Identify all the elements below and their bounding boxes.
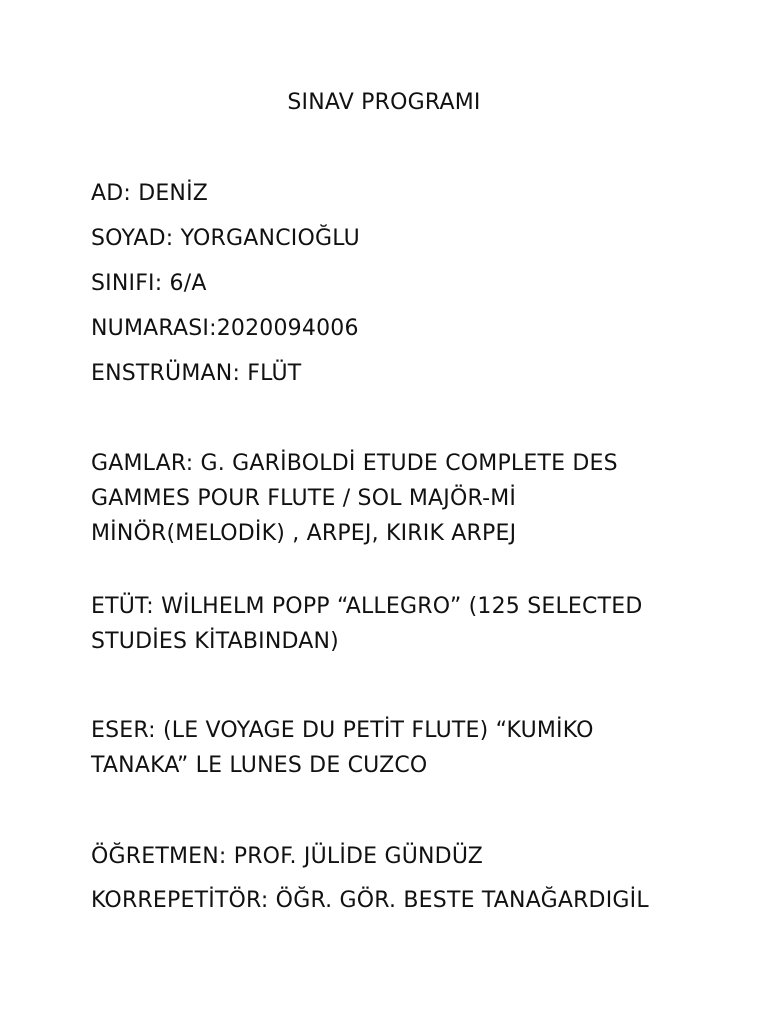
student-class: SINIFI: 6/A — [91, 271, 207, 296]
scales-line: MİNÖR(MELODİK) , ARPEJ, KIRIK ARPEJ — [91, 521, 517, 546]
etude-line: STUDİES KİTABINDAN) — [91, 629, 339, 654]
student-name: AD: DENİZ — [91, 181, 209, 206]
etude-line: ETÜT: WİLHELM POPP “ALLEGRO” (125 SELECTED — [91, 594, 643, 619]
etude-section — [91, 589, 691, 659]
accompanist-line: KORREPETİTÖR: ÖĞR. GÖR. BESTE TANAĞARDIGİL — [91, 888, 649, 913]
scales-line: GAMMES POUR FLUTE / SOL MAJÖR-Mİ — [91, 486, 517, 511]
teacher-line: ÖĞRETMEN: PROF. JÜLİDE GÜNDÜZ — [91, 844, 484, 869]
scales-section — [91, 446, 691, 551]
scales-line: GAMLAR: G. GARİBOLDİ ETUDE COMPLETE DES — [91, 451, 618, 476]
piece-section — [91, 713, 691, 783]
piece-line: TANAKA” LE LUNES DE CUZCO — [91, 753, 428, 778]
piece-line: ESER: (LE VOYAGE DU PETİT FLUTE) “KUMİKO — [91, 718, 594, 743]
document-title: SINAV PROGRAMI — [287, 90, 481, 115]
student-number: NUMARASI:2020094006 — [91, 316, 359, 341]
student-surname: SOYAD: YORGANCIOĞLU — [91, 226, 360, 251]
student-instrument: ENSTRÜMAN: FLÜT — [91, 361, 302, 386]
